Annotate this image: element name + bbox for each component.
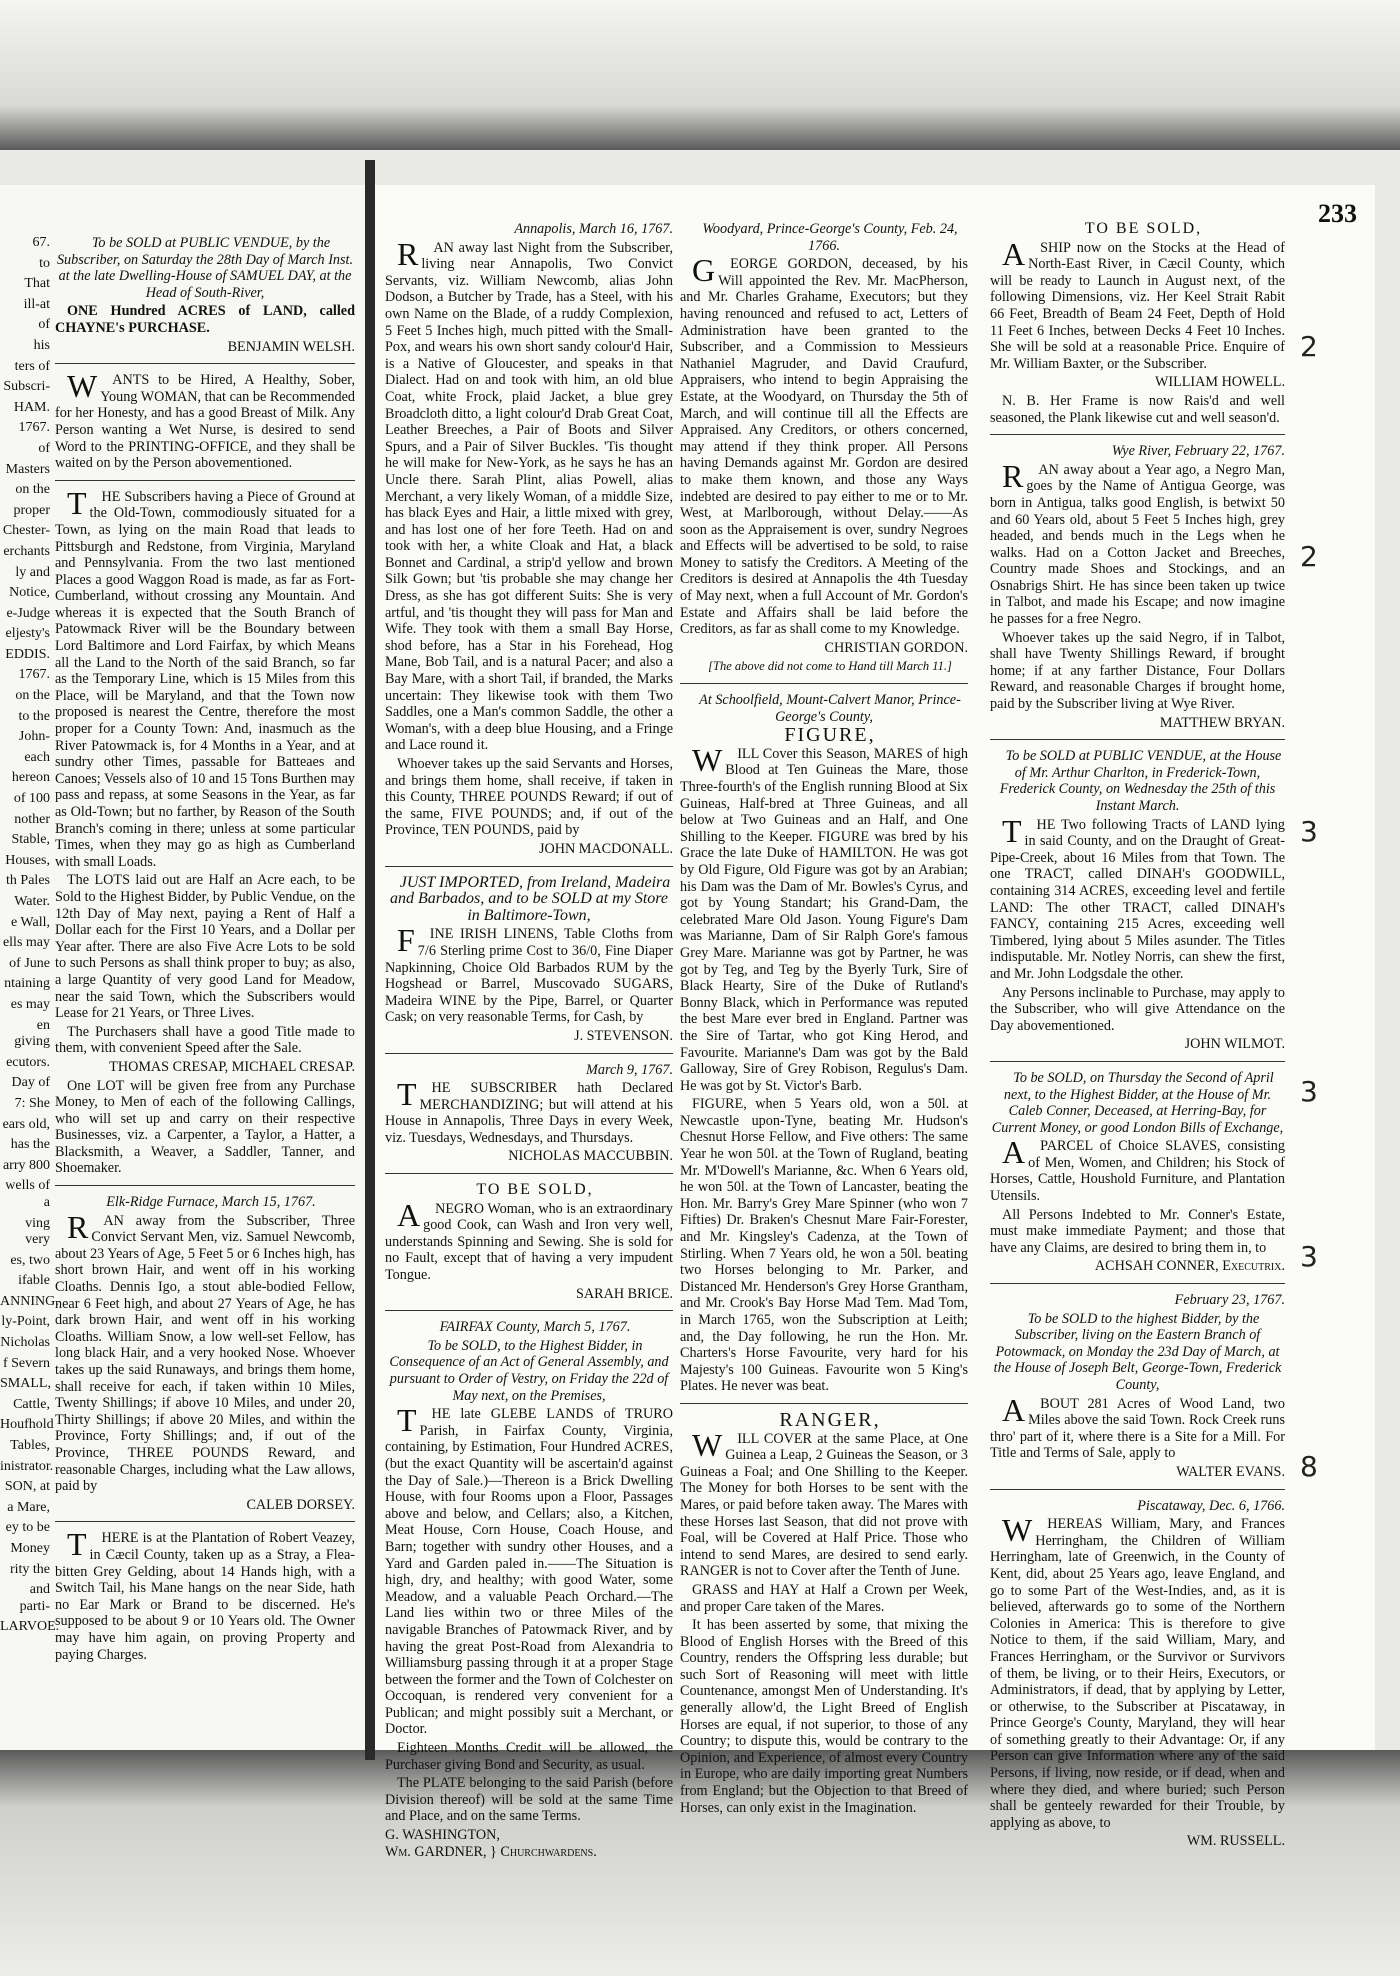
ad-title: To be SOLD at PUBLIC VENDUE, at the House of Mr. Arthur Charlton, in Frederick-Town, Frederick County, on Wednesday the 25th of this Instant March.	[999, 748, 1282, 814]
margin-mark: 8	[1300, 1450, 1318, 1483]
ad-body-2: Whoever takes up the said Servants and Horses, and brings them home, shall receive, if taken in this County, THREE POUNDS Reward; if out of the same, FIVE POUNDS; and, if out of the Province, TEN POUNDS, paid by	[385, 756, 673, 839]
ad-ranger-stud	[680, 1408, 968, 1824]
edge-word: Water.	[14, 894, 50, 909]
edge-word: Subscri-	[3, 379, 50, 395]
edge-word: en giving	[14, 1017, 50, 1050]
ad-body-2: Any Persons inclinable to Purchase, may apply to the Subscriber, who will give Attendance on the Day abovementioned.	[990, 984, 1285, 1034]
ad-signature: JOHN MACDONALL.	[539, 840, 673, 857]
newspaper-page	[375, 185, 1375, 1860]
ad-body: WILL Cover this Season, MARES of high Blood at Ten Guineas the Mare, those Three-fourth's of the English running Blood at Six Guineas, Half-bred at Three Guineas, and all below at Two Guineas and an Half, and One Shilling to the Keeper. FIGURE was bred by his Grace the late Duke of HAMILTON. He was got by Old Figure, Old Figure was got by an Arabian; his Dam was the Dam of Mr. Bowles's Cyrus, and got by Young Standart; his Grand-Dam, the celebrated Mare Old Jason. Young Figure's Dam was Marianne, Dam of Sir Ralph Gore's famous Grey Mare. Marianne was got by Partner, he was got by Teg, and Teg by the Byerly Turk, Sire of Black Hearty, Sire of the Duke of Rutland's Bonny Black, which in Performance was reputed the best Mare ever bred in England. Partner was the Sire of Tartar, who got King Herod, and Favourite. Marianne's Dam was got by the Bald Galloway, Sire of Grey Robison, Regulus's Dam. He was got by St. Victor's Barb.	[680, 741, 968, 1094]
ad-title: To be SOLD, on Thursday the Second of April next, to the Highest Bidder, at the House of Mr. Caleb Conner, Deceased, at Herring-Bay, for Current Money, or good London Bills of Exchange,	[991, 1069, 1284, 1136]
edge-word: of June	[9, 955, 50, 971]
ad-body: THE SUBSCRIBER hath Declared MERCHANDIZING; but will attend at his House in Annapolis, Three Days in every Week, viz. Tuesdays, Wednesdays, and Thursdays.	[385, 1076, 673, 1146]
edge-word: ears old,	[2, 1116, 50, 1132]
column-3	[990, 221, 1285, 1866]
ad-signature: JOHN WILMOT.	[1184, 1036, 1285, 1053]
left-page-column	[55, 235, 355, 1679]
ad-signature: ACHSAH CONNER, Executrix.	[1094, 1258, 1285, 1275]
margin-mark: 2	[1300, 330, 1318, 363]
ad-glebe-lands	[385, 1319, 673, 1868]
ad-body: ASHIP now on the Stocks at the Head of North-East River, in Cæcil County, which will be ready to Launch in August next, of the following Dimensions, viz. Her Keel Strait Rabit 66 Feet, Breadth of Beam 24 Feet, Depth of Hold 11 Feet 6 Inches, between Decks 4 Feet 10 Inches. She will be sold at a reasonable Price. Enquire of Mr. William Baxter, or the Subscriber.	[990, 235, 1285, 372]
column-1	[385, 221, 673, 1876]
ad-body: THERE is at the Plantation of Robert Veazey, in Cæcil County, taken up as a Stray, a Flea-bitten Grey Gelding, about 14 Hands high, with a Switch Tail, his Mane hangs on the near Side, hath no Ear Mark or Brand to be discerned. He's supposed to be about 9 or 10 Years old. The Owner may have him again, on proving Property and paying Charges.	[55, 1526, 355, 1663]
microfilm-top-border	[0, 0, 1400, 150]
ad-stray-gelding	[55, 1526, 355, 1671]
ad-title: TO BE SOLD,	[1084, 220, 1203, 237]
margin-mark: 3	[1300, 1075, 1318, 1108]
ad-signature: WILLIAM HOWELL.	[1154, 374, 1285, 391]
edge-word: ill-at	[23, 296, 50, 312]
ad-vendue-day	[55, 235, 355, 364]
edge-word: Tables,	[10, 1438, 50, 1454]
edge-word: Day of	[11, 1075, 50, 1091]
ad-title: RANGER,	[779, 1408, 881, 1431]
page-number: 233	[1318, 199, 1357, 228]
ad-dateline: March 9, 1767.	[586, 1061, 673, 1078]
edge-word: eljesty's	[5, 626, 50, 642]
edge-word: rity the	[9, 1561, 50, 1577]
edge-word: ifable	[18, 1273, 50, 1289]
edge-word: has the	[10, 1137, 50, 1153]
ad-signature: NICHOLAS MACCUBBIN.	[508, 1148, 673, 1165]
ad-title: To be SOLD to the highest Bidder, by the Subscriber, living on the Eastern Branch of Potowmack, on Monday the 23d Day of March, at the House of Joseph Belt, George-Town, Frederick County,	[993, 1310, 1282, 1393]
edge-word: 1767.	[18, 667, 50, 683]
edge-word: to the	[18, 708, 50, 724]
ad-body: ABOUT 281 Acres of Wood Land, two Miles above the said Town. Rock Creek runs thro' part of it, where there is a Site for a Mill. For Title and Terms of Sale, apply to	[990, 1391, 1285, 1462]
ad-body: THE Two following Tracts of LAND lying in said County, and on the Draught of Great-Pipe-Creek, about 16 Miles from that Town. The one TRACT, called DINAH's GOODWILL, containing 314 ACRES, exceeding level and fertile LAND: The other TRACT, called DINAH's FANCY, containing 215 Acres, exceeding well Timbered, lying about 5 Miles asunder. The Titles indisputable. Mr. Notley Norris, can shew the first, and Mr. John Lodgsdale the other.	[990, 812, 1285, 982]
ad-dateline: At Schoolfield, Mount-Calvert Manor, Prince-George's County,	[699, 692, 961, 725]
ad-body: THE late GLEBE LANDS of TRURO Parish, in Fairfax County, Virginia, containing, by Estimation, Four Hundred ACRES, (but the exact Quantity will be ascertain'd against the Day of Sale.)—Thereon is a Brick Dwelling House, with four Rooms upon a Floor, Passages above and below, and Cellars; also, a Kitchen, Meat House, Corn House, Coach House, and Barn; together with sundry other Houses, and a Yard and Garden paled in.——The Situation is high, dry, and healthy; with good Water, some Meadow, and a valuable Peach Orchard.—The Land lies within two or three Miles of the navigable Branches of Patowmack River, and by having the great Post-Road from Alexandria to Williamsburg passing through it at a proper Stage between the former and the Town of Colchester on Occoquan, is rendered very convenient for a Publican; and might possibly suit a Merchant, or Doctor.	[385, 1402, 673, 1738]
edge-word: to	[39, 255, 50, 271]
edge-word: erchants	[3, 543, 50, 559]
edge-word: ntaining	[4, 976, 50, 992]
ad-body-3: The Purchasers shall have a good Title made to them, with convenient Speed after the Sale.	[55, 1023, 355, 1057]
ad-body: APARCEL of Choice SLAVES, consisting of Men, Women, and Children; his Stock of Horses, Cattle, Houshold Furniture, and Plantation Utensils.	[990, 1134, 1285, 1205]
ad-body-3: It has been asserted by some, that mixing the Blood of English Horses with the Breed of this Country, renders the Offspring less durable; but such Sort of Reasoning will meet with little Countenance, amongst Men of Understanding. It's generally allow'd, the Light Breed of English Horses are equal, if not superior, to those of any Country; to dispute this, would be contrary to the Opinion, and Experience, of almost every Country in Europe, who are daily importing great Numbers from England; but the Objection to that Breed of Horses, can only exist in the Imagination.	[680, 1617, 968, 1816]
edge-word: of	[38, 317, 50, 333]
ad-body-2: FIGURE, when 5 Years old, won a 50l. at Newcastle upon-Tyne, beating Mr. Hudson's Chesnut Horse Fellow, and Five others: The same Year he won 50l. at the Town of Rugland, beating Mr. M'Dowell's Marianne, &c. When 6 Years old, he won 50l. at the Town of Lancaster, beating the Hon. Mr. Barry's Grey Mare Spinner (who won 7 Fifties) Dr. Braken's Chesnut Mare Fair-Forester, and Mr. Kingsley's Cadenza, at the Town of Stirling. When 7 Years old, he won a 50l. beating two Horses belonging to Mr. Parker, and Distanced Mr. Henderson's Grey Horse Grantham, and Mr. Crook's Bay Horse Mad Tem. Mad Tom, in March 1765, won the Subscription at Leith; and, the Day following, he run the Hon. Mr. Charters's Horse Favourite, very hard for his Majesty's 100 Guineas. Favourite won 5 King's Plates. He never was beat.	[680, 1096, 968, 1395]
ad-figure-stud	[680, 692, 968, 1404]
edge-word: That	[24, 276, 50, 292]
ad-signature: MATTHEW BRYAN.	[1159, 714, 1285, 731]
ad-body: FINE IRISH LINENS, Table Cloths from 7/6 Sterling prime Cost to 36/0, Fine Diaper Napkinning, Choice Old Barbados RUM by the Hogshead or Barrel, Muscovado SUGARS, Madeira WINE by the Pipe, Barrel, or Quarter Cask; on very reasonable Terms, for Cash, by	[385, 922, 673, 1026]
ad-wye-river	[990, 443, 1285, 740]
edge-word: Stable,	[11, 832, 50, 848]
ad-title: JUST IMPORTED, from Ireland, Madeira and Barbados, and to be SOLD at my Store in Baltimore-Town,	[389, 873, 671, 924]
ad-dateline: Wye River, February 22, 1767.	[1111, 443, 1285, 460]
edge-word: HAM.	[13, 399, 50, 415]
ad-body-2: Whoever takes up the said Negro, if in Talbot, shall have Twenty Shillings Reward, if brought home; if at any farther Distance, Four Dollars Reward, and reasonable Charges if brought home, paid by the Subscriber living at Wye River.	[990, 629, 1285, 713]
edge-word: 1767.	[18, 420, 50, 436]
ad-dateline: Piscataway, Dec. 6, 1766.	[1137, 1497, 1285, 1514]
ad-signature: J. STEVENSON.	[574, 1027, 673, 1044]
edge-word: ANNING.	[0, 1293, 59, 1309]
edge-word: Houses,	[5, 852, 50, 868]
edge-word: Masters	[5, 461, 50, 477]
edge-word: SON, at	[4, 1479, 50, 1495]
edge-word: ving very	[25, 1215, 50, 1248]
ad-body-4: One LOT will be given free from any Purchase Money, to Men of each of the following Callings, who will set up and carry on their respective Businesses, viz. a Carpenter, a Taylor, a Hatter, a Blacksmith, a Weaver, a Saddler, Tanner, and Shoemaker.	[55, 1077, 355, 1177]
edge-word: 7: She	[14, 1095, 50, 1111]
ad-old-town	[55, 484, 355, 1186]
ad-negro-woman	[385, 1182, 673, 1311]
ad-title: FIGURE,	[784, 724, 876, 747]
edge-word: each	[24, 749, 50, 765]
ad-body: RAN away from the Subscriber, Three Convict Servant Men, viz. Samuel Newcomb, about 23 Years of Age, 5 Feet 5 or 6 Inches high, has short brown Hair, and went off in his working Cloaths. Dennis Igo, a stout able-bodied Fellow, near 6 Feet high, and about 27 Years of Age, he has dark brown Hair, and went off in his working Cloaths. William Snow, a low well-set Fellow, has long black Hair, and a very hooked Nose. Whoever takes up the said Runaways, and brings them home, shall receive for each, if taken within 10 Miles, Twenty Shillings; if above 10 Miles, and under 20, Thirty Shillings; if above 20 Miles, and within the Province, Forty Shillings; and, if out of the Province, THREE POUNDS Reward, and reasonable Charges, including what the Law allows, paid by	[55, 1208, 355, 1495]
ad-signature: CHRISTIAN GORDON.	[824, 639, 968, 656]
edge-word: Cattle,	[13, 1396, 50, 1412]
edge-word: Houfhold	[0, 1417, 54, 1433]
ad-dateline: FAIRFAX County, March 5, 1767.	[439, 1319, 631, 1336]
ad-title: TO BE SOLD,	[476, 1181, 594, 1199]
column-2	[680, 221, 968, 1832]
ad-signature: BENJAMIN WELSH.	[227, 338, 355, 355]
ad-dateline: Annapolis, March 16, 1767.	[514, 221, 673, 237]
ad-elk-ridge	[55, 1194, 355, 1522]
edge-word: ly-Point,	[1, 1314, 50, 1330]
ad-signature: CALEB DORSEY.	[246, 1496, 355, 1513]
edge-word: Money	[10, 1541, 50, 1556]
edge-word: e-Judge	[6, 605, 50, 621]
ad-wood-land	[990, 1292, 1285, 1490]
ad-body-3: The PLATE belonging to the said Parish (before Division thereof) will be sold at the same Time and Place, and on the same Terms.	[385, 1775, 673, 1825]
edge-word: proper	[13, 502, 50, 518]
ad-note: [The above did not come to Hand till March 11.]	[708, 659, 952, 674]
ad-dateline: Woodyard, Prince-George's County, Feb. 24, 1766.	[702, 221, 958, 254]
ad-frederick-land	[990, 748, 1285, 1062]
ad-dateline: February 23, 1767.	[1174, 1292, 1285, 1309]
ad-dateline: Elk-Ridge Furnace, March 15, 1767.	[106, 1194, 316, 1211]
edge-word: Chester-	[2, 523, 50, 539]
edge-word: EDDIS.	[5, 646, 50, 662]
ad-herringham	[990, 1498, 1285, 1858]
edge-word: nother	[14, 811, 50, 827]
ad-body: WHEREAS William, Mary, and Frances Herringham, the Children of William Herringham, late of Greenwich, in the County of Kent, did, about 25 Years ago, leave England, and go to some Part of the West-Indies, and, as it is believed, afterwards go to some of the Northern Colonies in America: This is therefore to give Notice to them, if the said William, Mary, and Frances Herringham, or the Survivor or Survivors of them, be living, or to their Heirs, Executors, or Administrators, if dead, that by applying by Letter, or otherwise, to the Subscriber at Piscataway, in Prince George's County, Maryland, they will hear of something greatly to their Advantage: Or, if any Person can give Information where any of the said Persons, if living, now reside, or if dead, when and where they died, and where buried; such Person shall be genteely rewarded for their Trouble, by applying as above, to	[990, 1512, 1285, 1831]
margin-mark: 3	[1300, 1240, 1318, 1273]
edge-word: on the	[15, 688, 50, 704]
signature-washington: G. WASHINGTON,	[385, 1827, 500, 1844]
edge-word: arry 800	[2, 1157, 50, 1173]
edge-word: th Pales	[6, 873, 50, 889]
edge-word: and parti-	[19, 1582, 50, 1614]
page-gutter	[365, 160, 375, 1760]
ad-signature: SARAH BRICE.	[576, 1285, 673, 1302]
margin-mark: 3	[1300, 815, 1318, 848]
edge-word: ey to be	[5, 1520, 50, 1536]
edge-word: his	[33, 337, 50, 353]
ad-signature: WALTER EVANS.	[1176, 1463, 1285, 1480]
ad-body: ANEGRO Woman, who is an extraordinary good Cook, can Wash and Iron very well, understands Spinning and Sewing. She is sold for no Fault, except that of having a very impudent Tongue.	[385, 1196, 673, 1284]
edge-word: John-	[18, 729, 50, 745]
edge-word: ly and	[15, 564, 50, 580]
edge-word: Nicholas	[0, 1335, 50, 1351]
ad-body-2: Eighteen Months Credit will be allowed, the Purchaser giving Bond and Security, as usual.	[385, 1740, 673, 1773]
ad-body: THE Subscribers having a Piece of Ground at the Old-Town, commodiously situated for a Town, as lying on the main Road that leads to Pittsburgh and Redstone, from Virginia, Maryland and Pennsylvania. From the two last mentioned Places a good Waggon Road is made, as far as Fort-Cumberland, without crossing any Mountain. And whereas it is expected that the South Branch of Patowmack River will be the Boundary between Lord Baltimore and Lord Fairfax, by which Means all the Land to the North of the said Branch, so far as the Temporary Line, which is 15 Miles from this Place, will be Maryland, and that the Town now proposed is nearest the Centre, therefore the most proper for a County Town: And, inasmuch as the River Patowmack is, for 4 Months in a Year, and at sundry other Times, passable for Batteaes and Canoes; Vessels also of 10 and 15 Tons Burthen may pass and repass, at some Seasons in the Year, as far as Old-Town; but no farther, by Reason of the South Branch's coming in there; unless at some particular Times, when they may go as high as Cumberland with small Loads.	[55, 484, 355, 870]
edge-word: 67.	[32, 235, 50, 250]
ad-merchandizing	[385, 1062, 673, 1175]
ad-signature: WM. RUSSELL.	[1186, 1833, 1285, 1850]
edge-word: of	[38, 440, 50, 456]
ad-signatures	[385, 1827, 673, 1860]
margin-mark: 2	[1300, 540, 1318, 573]
ad-gordon-estate	[680, 221, 968, 684]
edge-word: ecutors.	[6, 1054, 50, 1070]
edge-word: f Severn	[2, 1355, 50, 1371]
edge-word: ells may	[2, 935, 50, 951]
ad-body: RAN away last Night from the Subscriber, living near Annapolis, Two Convict Servants, viz. William Newcomb, alias John Dodson, a Butcher by Trade, has a Steel, with his own Name on the Blade, of a ruddy Complexion, 5 Feet 5 Inches high, much pitted with the Small-Pox, and wears his own short sandy colour'd Hair, is a Native of Gloucester, and speaks in that Dialect. Had on and took with him, an old blue Coat, white Frock, plaid Jacket, a blue grey Broadcloth ditto, a light colour'd Drab Great Coat, Leather Breeches, a Pair of Boots and Silver Spurs, and a Pair of Silver Buckles. 'Tis thought he will make for New-York, as he says he has an Uncle there. Sarah Plint, alias Powell, alias Merchant, a very likely Woman, of a middle Size, has black Eyes and Hair, a little mixed with grey, and has lost one of her fore Teeth. Had on and took with her, a white Cloak and Hat, a black Bonnet and Cardinal, a strip'd yellow and brown Silk Gown; but 'tis probable she may change her Dress, as she has got different Suits: She is very artful, and 'tis thought they will pass for Man and Wife. They took with them a small Bay Horse, shod before, has a Star in his Forehead, Hog Mane, Bob Tail, and is a natural Pacer; and also a Bay Mare, with a short Tail, if branded, the Marks uncertain: They likewise took with them Two Saddles, one a Man's common Saddle, the other a Woman's, with a deep blue Housing, and a Fringe and Lace round it.	[385, 235, 673, 754]
left-facing-page	[0, 185, 371, 1750]
edge-word: SMALL,	[0, 1376, 51, 1392]
ad-body: RAN away about a Year ago, a Negro Man, goes by the Name of Antigua George, was born in Antigua, talks good English, is betwixt 50 and 60 Years old, about 5 Feet 5 Inches high, grey headed, and bends much in the Legs when he walks. Had on a Cotton Jacket and Breeches, Country made Shoes and Stockings, and an Osnabrigs Shirt. He has since been taken up twice in Talbot, and made his Escape; and now imagine he passes for a free Negro.	[990, 457, 1285, 628]
ad-just-imported	[385, 875, 673, 1054]
edge-word: Notice,	[9, 585, 50, 601]
ad-body: WANTS to be Hired, A Healthy, Sober, Young WOMAN, that can be Recommended for her Honesty, and has a good Breast of Milk. Any Person wanting a Wet Nurse, is desired to send Word to the PRINTING-OFFICE, and they shall be waited on by the Person abovementioned.	[55, 368, 355, 472]
edge-word: es may	[10, 996, 50, 1012]
ad-ship-for-sale	[990, 221, 1285, 435]
edge-word: hereon	[11, 770, 50, 786]
ad-title: To be SOLD at PUBLIC VENDUE, by the Subscriber, on Saturday the 28th Day of March Inst. at the late Dwelling-House of SAMUEL DAY, at the Head of South-River,	[56, 235, 354, 301]
edge-word: of 100	[13, 791, 50, 807]
edge-word: inistrator.	[0, 1458, 54, 1474]
edge-word: ters of	[14, 358, 50, 374]
ad-body: GEORGE GORDON, deceased, by his Will appointed the Rev. Mr. MacPherson, and Mr. Charles Grahame, Executors; but they having renounced and refused to act, Letters of Administration have been granted to the Subscriber, and a Commission to Messieurs Nathaniel Magruder, and David Craufurd, Appraisers, who intend to begin Appraising the Estate, at the Woodyard, on Thursday the 5th of March, and will continue till all the Effects are Appraised. Any Creditors, or others concerned, may attend if they think proper. All Persons having Demands against Mr. Gordon are desired to make them known, and those any Ways indebted are desired to pay either to me or to Mr. West, at Marlborough, without Delay.——As soon as the Appraisement is over, sundry Negroes and Effects will be advertised to be sold, to raise Money to satisfy the Creditors. A Meeting of the Creditors is desired at Annapolis the 4th Tuesday of May next, when a full Account of Mr. Gordon's Estate and Affairs shall be laid before the Creditors, as far as shall come to my Knowledge.	[680, 252, 968, 638]
ad-title: To be SOLD, to the Highest Bidder, in Consequence of an Act of General Assembly, and pursuant to Order of Vestry, on Friday the 22d of May next, on the Premises,	[389, 1337, 669, 1404]
ad-runaway-annapolis	[385, 221, 673, 867]
edge-word: wells of a	[5, 1178, 50, 1210]
ad-body-2: All Persons Indebted to Mr. Conner's Estate, must make immediate Payment; and those that have any Claims, are desired to bring them in, to	[990, 1206, 1285, 1256]
ad-wet-nurse	[55, 368, 355, 481]
ad-body-2: GRASS and HAY at Half a Crown per Week, and proper Care taken of the Mares.	[680, 1581, 968, 1615]
ad-nb: N. B. Her Frame is now Rais'd and well seasoned, the Plank likewise cut and well season'd.	[990, 392, 1285, 426]
edge-word: e Wall,	[10, 914, 50, 930]
ad-body-2: The LOTS laid out are Half an Acre each, to be Sold to the Highest Bidder, by Public Vendue, on the 12th Day of May next, paying a Rent of Half a Dollar each for the First 10 Years, and a Dollar per Year after. There are also Five Acre Lots to be sold to such Persons as shall think proper to buy; as also, a large Quantity of very good Land for Meadow, near the said Town, which the Subscribers would Lease for 21 Years, or Three Lives.	[55, 872, 355, 1022]
ad-body: ONE Hundred ACRES of LAND, called CHAYNE's PURCHASE.	[55, 303, 355, 336]
edge-word: es, two	[10, 1252, 50, 1268]
edge-word: a Mare,	[7, 1499, 50, 1515]
churchwardens-label: } Churchwardens.	[490, 1843, 597, 1860]
ad-signature: THOMAS CRESAP, MICHAEL CRESAP.	[109, 1058, 355, 1075]
edge-word: on the	[15, 482, 50, 498]
ad-conner-estate	[990, 1070, 1285, 1284]
left-page-cut-column	[0, 235, 60, 1640]
signature-gardner: Wm. GARDNER,	[385, 1843, 487, 1860]
ad-body: WILL COVER at the same Place, at One Guinea a Leap, 2 Guineas the Season, or 3 Guineas a Foal; and One Shilling to the Keeper. The Money for both Horses to be sent with the Mares, or paid before taken away. The Mares with these Horses last Season, that did not prove with Foal, will be Covered at Half Price. Those who intend to send Mares, are desired to send early. RANGER is not to Cover after the Tenth of June.	[680, 1426, 968, 1580]
edge-word: LARVOE.	[0, 1619, 60, 1635]
